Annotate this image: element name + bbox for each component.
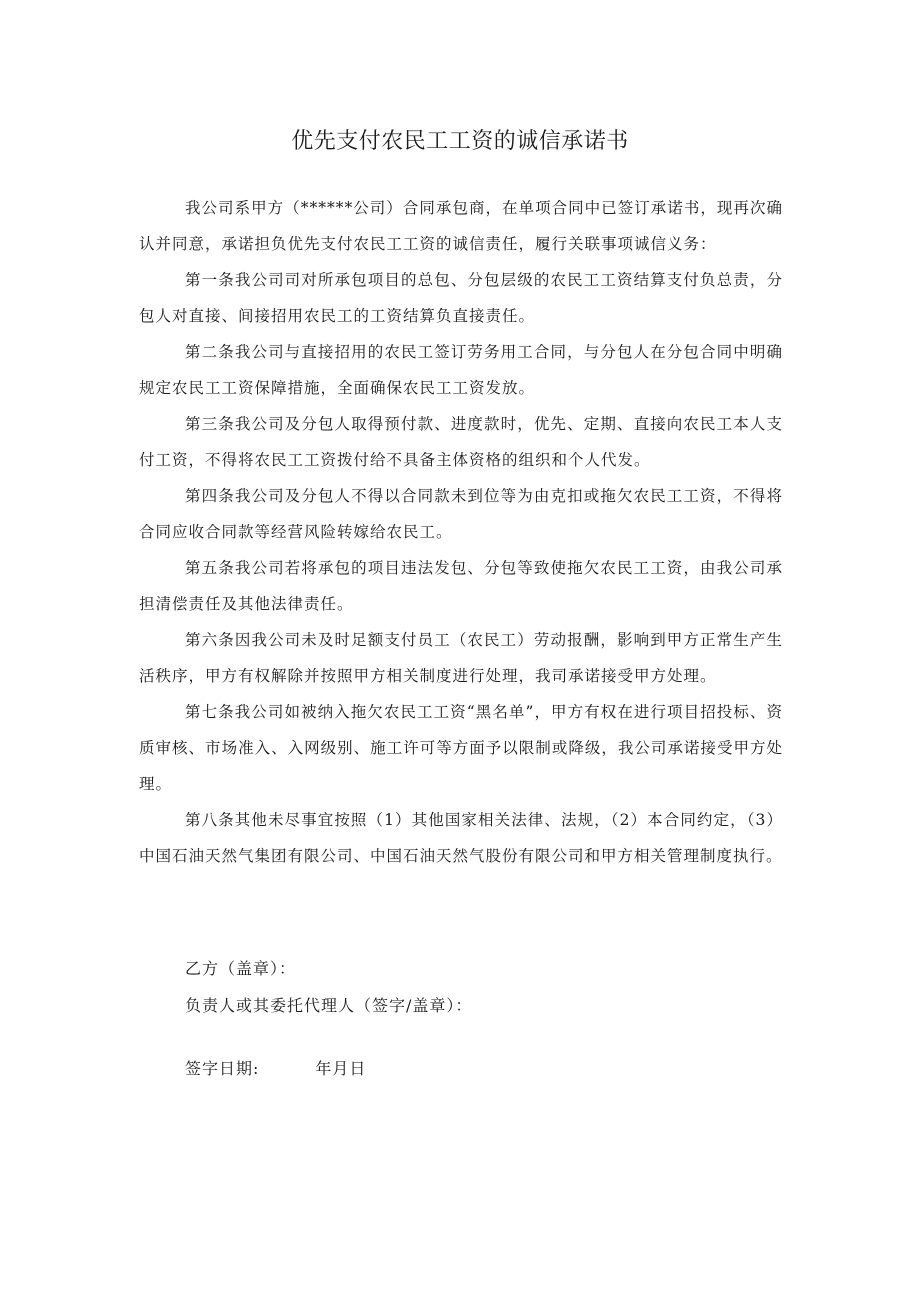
article-3: 第三条我公司及分包人取得预付款、进度款时，优先、定期、直接向农民工本人支付工资，不得将农民工工资拨付给不具备主体资格的组织和个人代发。: [139, 415, 783, 469]
article-2: 第二条我公司与直接招用的农民工签订劳务用工合同，与分包人在分包合同中明确规定农民工工资保障措施，全面确保农民工工资发放。: [139, 343, 783, 397]
article-6: 第六条因我公司未及时足额支付员工（农民工）劳动报酬，影响到甲方正常生产生活秩序，甲方有权解除并按照甲方相关制度进行处理，我司承诺接受甲方处理。: [139, 631, 783, 685]
party-b-seal-line: 乙方（盖章）：: [185, 959, 297, 978]
article-1: 第一条我公司司对所承包项目的总包、分包层级的农民工工资结算支付负总责，分包人对直接、间接招用农民工的工资结算负直接责任。: [139, 271, 783, 325]
date-label: 签字日期:: [185, 1059, 260, 1078]
date-value: 年月日: [315, 1059, 367, 1078]
intro-paragraph: 我公司系甲方（******公司）合同承包商，在单项合同中已签订承诺书，现再次确认并同意，承诺担负优先支付农民工工资的诚信责任，履行关联事项诚信义务：: [139, 199, 783, 253]
signing-date-line: [185, 1056, 366, 1079]
representative-signature-line: 负责人或其委托代理人（签字/盖章）：: [185, 996, 473, 1015]
article-5: 第五条我公司若将承包的项目违法发包、分包等致使拖欠农民工工资，由我公司承担清偿责任及其他法律责任。: [139, 559, 783, 613]
article-4: 第四条我公司及分包人不得以合同款未到位等为由克扣或拖欠农民工工资，不得将合同应收合同款等经营风险转嫁给农民工。: [139, 487, 783, 541]
article-7: 第七条我公司如被纳入拖欠农民工工资“黑名单”，甲方有权在进行项目招投标、资质审核、市场准入、入网级别、施工许可等方面予以限制或降级，我公司承诺接受甲方处理。: [139, 703, 783, 793]
article-8: 第八条其他未尽事宜按照（1）其他国家相关法律、法规，（2）本合同约定，（3）中国石油天然气集团有限公司、中国石油天然气股份有限公司和甲方相关管理制度执行。: [139, 811, 783, 865]
document-title: 优先支付农民工工资的诚信承诺书: [291, 129, 629, 154]
document-body: [139, 190, 783, 874]
